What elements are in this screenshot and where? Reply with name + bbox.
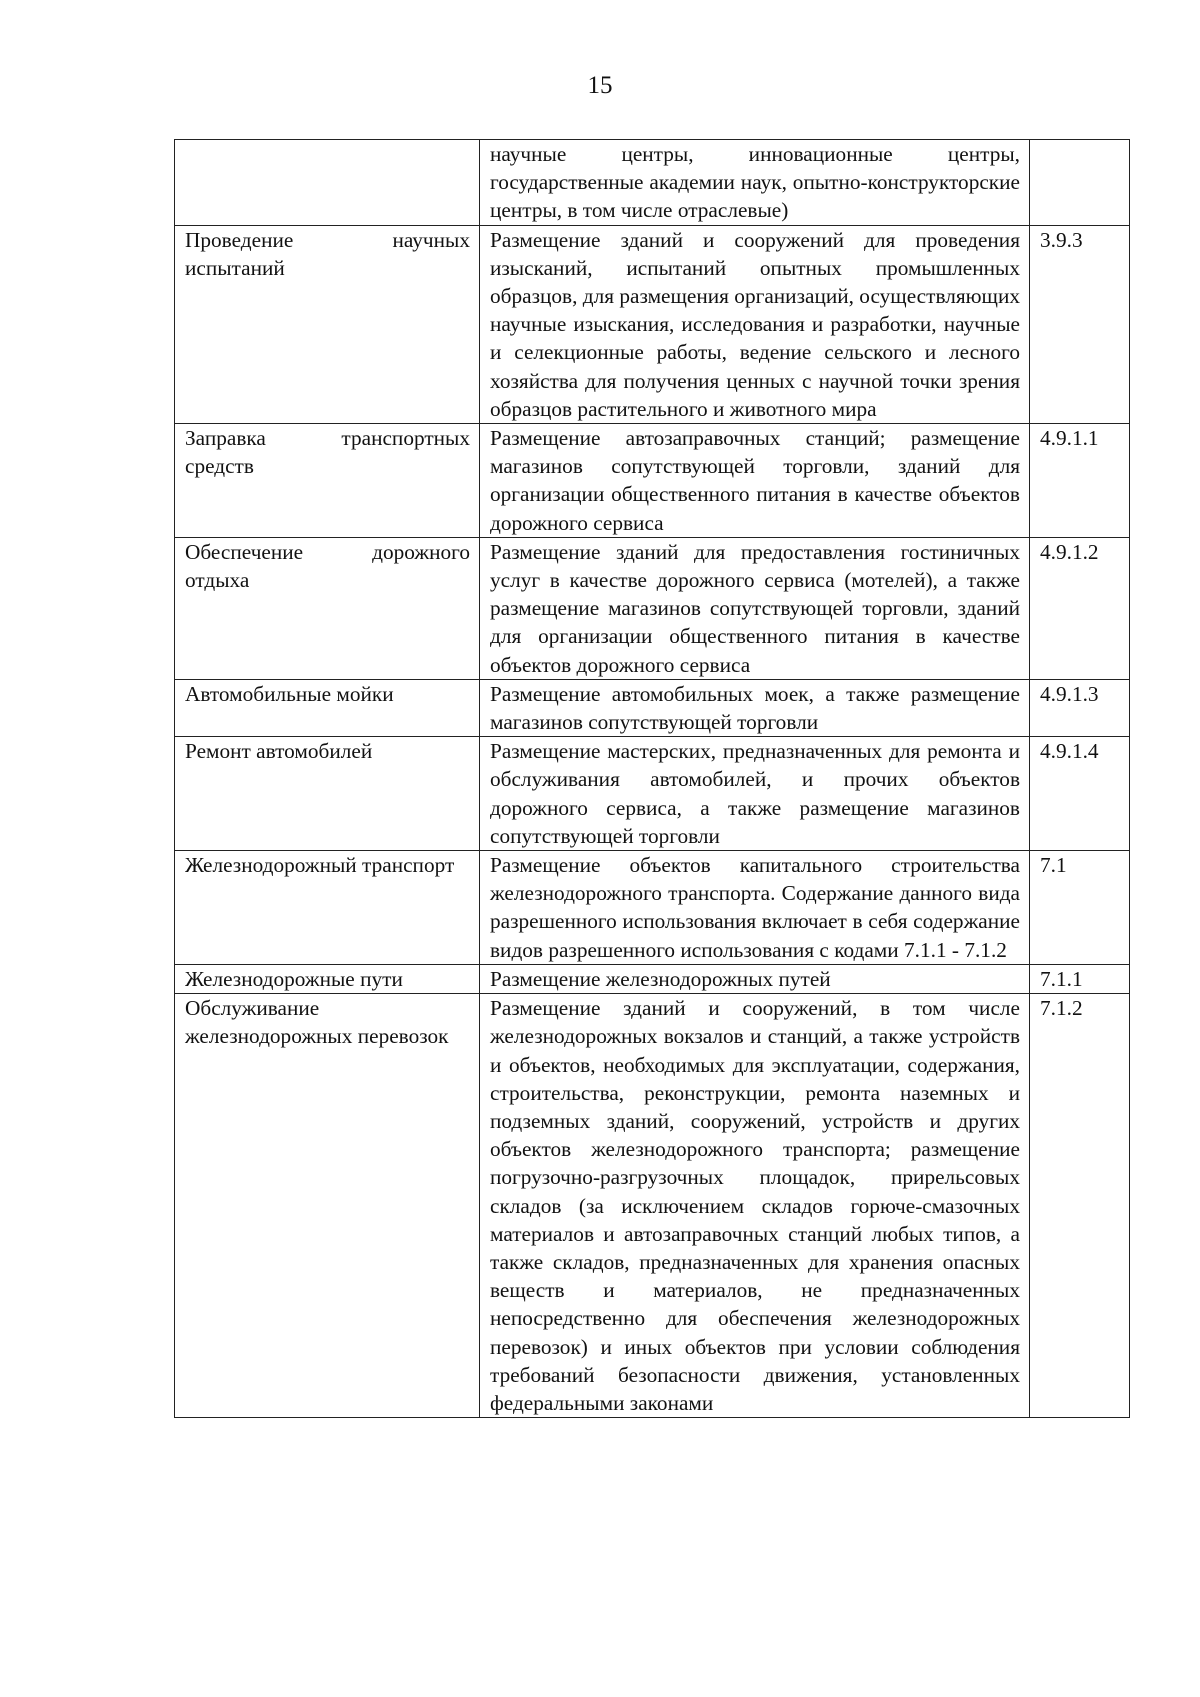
page-number: 15 bbox=[587, 72, 613, 99]
use-name-cell: Обеспечение дорожного отдыха bbox=[175, 537, 480, 679]
table-row bbox=[175, 679, 1130, 736]
table-row bbox=[175, 851, 1130, 965]
use-code-cell: 4.9.1.3 bbox=[1030, 679, 1130, 736]
use-description-cell: Размещение железнодорожных путей bbox=[480, 964, 1030, 993]
table-row bbox=[175, 140, 1130, 226]
use-description-cell: Размещение зданий и сооружений, в том числе железнодорожных вокзалов и станций, а также устройств и объектов, необходимых для эксплуатации, содержания, строительства, реконструкции, ремонта наземных и подземных зданий, сооружений, устройств и других объектов железнодорожного транспорта; размещение погрузочно-разгрузочных площадок, прирельсовых складов (за исключением складов горюче-смазочных материалов и автозаправочных станций любых типов, а также складов, предназначенных для хранения опасных веществ и материалов, не предназначенных непосредственно для обеспечения железнодорожных перевозок) и иных объектов при условии соблюдения требований безопасности движения, установленных федеральными законами bbox=[480, 994, 1030, 1418]
table-row bbox=[175, 964, 1130, 993]
use-description-cell: Размещение объектов капитального строительства железнодорожного транспорта. Содержание данного вида разрешенного использования включает в себя содержание видов разрешенного использования с кодами 7.1.1 - 7.1.2 bbox=[480, 851, 1030, 965]
table-row bbox=[175, 537, 1130, 679]
use-name-cell bbox=[175, 140, 480, 226]
use-description-cell: Размещение автозаправочных станций; размещение магазинов сопутствующей торговли, зданий для организации общественного питания в качестве объектов дорожного сервиса bbox=[480, 424, 1030, 538]
use-name-cell: Железнодорожные пути bbox=[175, 964, 480, 993]
use-name-cell: Автомобильные мойки bbox=[175, 679, 480, 736]
use-name-cell: Обслуживание железнодорожных перевозок bbox=[175, 994, 480, 1418]
use-code-cell: 3.9.3 bbox=[1030, 225, 1130, 423]
use-name-cell: Проведение научных испытаний bbox=[175, 225, 480, 423]
table-row bbox=[175, 737, 1130, 851]
use-code-cell: 4.9.1.1 bbox=[1030, 424, 1130, 538]
use-description-cell: научные центры, инновационные центры, государственные академии наук, опытно-конструкторские центры, в том числе отраслевые) bbox=[480, 140, 1030, 226]
use-code-cell: 7.1.1 bbox=[1030, 964, 1130, 993]
use-description-cell: Размещение автомобильных моек, а также размещение магазинов сопутствующей торговли bbox=[480, 679, 1030, 736]
use-description-cell: Размещение зданий и сооружений для проведения изысканий, испытаний опытных промышленных образцов, для размещения организаций, осуществляющих научные изыскания, исследования и разработки, научные и селекционные работы, ведение сельского и лесного хозяйства для получения ценных с научной точки зрения образцов растительного и животного мира bbox=[480, 225, 1030, 423]
use-code-cell: 7.1.2 bbox=[1030, 994, 1130, 1418]
table-row bbox=[175, 225, 1130, 423]
use-code-cell: 7.1 bbox=[1030, 851, 1130, 965]
use-description-cell: Размещение мастерских, предназначенных для ремонта и обслуживания автомобилей, и прочих объектов дорожного сервиса, а также размещение магазинов сопутствующей торговли bbox=[480, 737, 1030, 851]
use-description-cell: Размещение зданий для предоставления гостиничных услуг в качестве дорожного сервиса (мотелей), а также размещение магазинов сопутствующей торговли, зданий для организации общественного питания в качестве объектов дорожного сервиса bbox=[480, 537, 1030, 679]
use-code-cell bbox=[1030, 140, 1130, 226]
use-name-cell: Заправка транспортных средств bbox=[175, 424, 480, 538]
table-row bbox=[175, 424, 1130, 538]
use-name-cell: Ремонт автомобилей bbox=[175, 737, 480, 851]
use-code-cell: 4.9.1.2 bbox=[1030, 537, 1130, 679]
use-code-cell: 4.9.1.4 bbox=[1030, 737, 1130, 851]
use-name-cell: Железнодорожный транспорт bbox=[175, 851, 480, 965]
table-row bbox=[175, 994, 1130, 1418]
land-use-table bbox=[174, 139, 1130, 1418]
